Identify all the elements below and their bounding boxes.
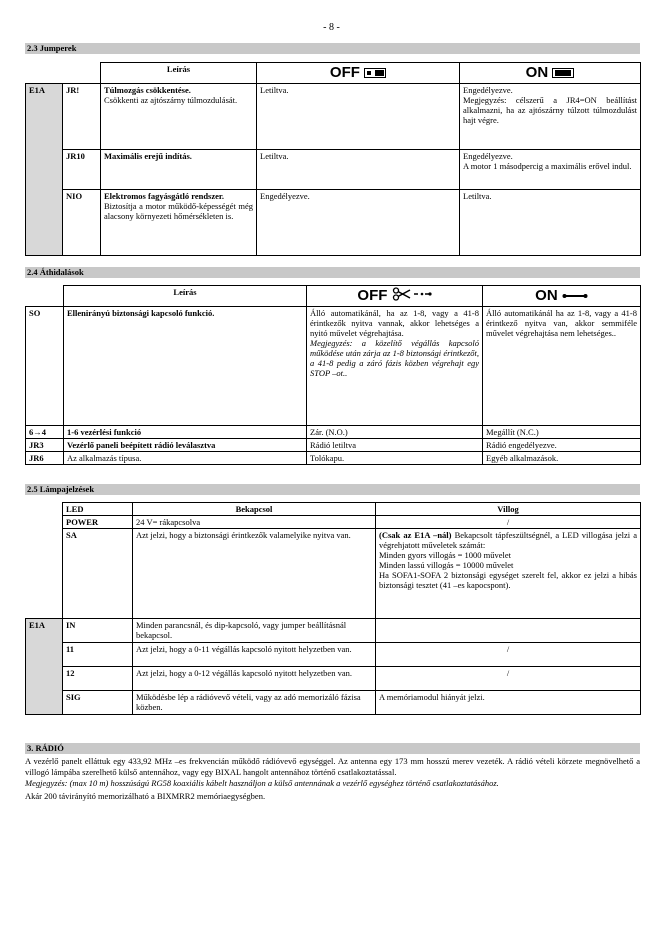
lamps-col-led: LED: [63, 503, 133, 516]
bridge-on-value: Megállít (N.C.): [483, 426, 641, 439]
section-heading-radio: 3. RÁDIÓ: [25, 743, 640, 754]
jumper-off-value: Letiltva.: [257, 149, 460, 189]
jumper-code: JR!: [63, 83, 101, 149]
lamp-row: [26, 691, 641, 715]
lamp-on: Azt jelzi, hogy a 0-12 végállás kapcsoló nyitott helyzetben van.: [133, 667, 376, 691]
off-label: OFF: [357, 287, 388, 304]
jumper-code: JR10: [63, 149, 101, 189]
lamp-row: [26, 529, 641, 619]
bridge-off-value: Álló automatikánál, ha az 1-8, vagy a 41-8 érintkezők nyitva vannak, akkor lehetséges a nyitó művelet végrehajtása.: [310, 308, 479, 339]
bridge-desc: Az alkalmazás típusa.: [64, 452, 307, 465]
lamp-row: [26, 516, 641, 529]
bridges-table: [25, 285, 641, 465]
jumpers-col-on: [460, 63, 641, 84]
jumper-on-value: Engedélyezve.: [463, 84, 513, 95]
lamp-blink-line: Minden lassú villogás = 10000 művelet: [379, 560, 514, 570]
jumper-off-value: Letiltva.: [257, 83, 460, 149]
bridge-row: [26, 439, 641, 452]
jumper-on-note: A motor 1 másodpercig a maximális erővel indul.: [463, 160, 632, 171]
lamp-led: 11: [63, 643, 133, 667]
bridge-code: JR6: [26, 452, 64, 465]
bridge-row: [26, 452, 641, 465]
on-label: ON: [535, 287, 558, 304]
jumper-group-label: E1A: [26, 83, 63, 255]
section-heading-lamps: 2.5 Lámpajelzések: [25, 484, 640, 495]
lamp-led: POWER: [63, 516, 133, 529]
lamp-led: IN: [63, 619, 133, 643]
bridges-col-on: [483, 286, 641, 307]
jumpers-col-off: [257, 63, 460, 84]
bridges-col-off: [307, 286, 483, 307]
lamp-blink-line: Ha SOFA1-SOFA 2 biztonsági egységet szerelt fel, akkor ez jelzi a hibás biztonsági tesztet (41 –es kapocspont).: [379, 570, 637, 590]
bridge-desc: Vezérlő paneli beépített rádió leválasztva: [64, 439, 307, 452]
bridge-row: [26, 307, 641, 426]
lamp-led: 12: [63, 667, 133, 691]
lamp-led: SIG: [63, 691, 133, 715]
jumper-code: NIO: [63, 189, 101, 255]
bridge-on-value: Álló automatikánál ha az 1-8, vagy a 41-8 érintkező nyitva van, akkor semmiféle művelet végrehajtása nem lehetséges..: [483, 307, 641, 426]
jumpers-col-description: Leírás: [101, 63, 257, 84]
bridge-code: 6→4: [26, 426, 64, 439]
bridge-on-value: Egyéb alkalmazások.: [483, 452, 641, 465]
lamp-blink: /: [376, 516, 641, 529]
bridges-col-description: Leírás: [64, 286, 307, 307]
jumper-desc-bold: Maximális erejű indítás.: [104, 150, 192, 161]
lamp-on: 24 V= rákapcsolva: [133, 516, 376, 529]
jumper-off-value: Engedélyezve.: [257, 189, 460, 255]
radio-paragraph: Akár 200 távirányító memorizálható a BIXMRR2 memóriaegységben.: [25, 791, 266, 801]
lamp-row: [26, 643, 641, 667]
jumper-desc-bold: Elektromos fagyásgátló rendszer.: [104, 190, 225, 201]
jumper-desc: Csökkenti az ajtószárny túlmozdulását.: [104, 94, 238, 105]
bridge-on-value: Rádió engedélyezve.: [483, 439, 641, 452]
lamp-on: Minden parancsnál, és dip-kapcsoló, vagy jumper beállításnál bekapcsol.: [133, 619, 376, 643]
off-label: OFF: [329, 64, 360, 81]
jumper-desc-bold: Túlmozgás csökkentése.: [104, 84, 191, 95]
bridge-code: JR3: [26, 439, 64, 452]
lamps-col-on: Bekapcsol: [133, 503, 376, 516]
lamp-group-label: E1A: [26, 619, 63, 715]
lamps-table: [25, 502, 641, 715]
radio-section: [25, 756, 640, 802]
lamp-on: Működésbe lép a rádióvevő vételi, vagy az adó memorizáló fázisa közben.: [133, 691, 376, 715]
wire-bridge-icon: [562, 288, 588, 305]
lamp-blink-line: Minden gyors villogás = 1000 művelet: [379, 550, 512, 560]
section-heading-jumpers: 2.3 Jumperek: [25, 43, 640, 54]
lamp-blink: [376, 529, 641, 619]
bridge-off-value: Tolókapu.: [307, 452, 483, 465]
jumpers-table: [25, 62, 641, 256]
lamp-row: [26, 619, 641, 643]
radio-note: Megjegyzés: (max 10 m) hosszúságú RG58 koaxiális kábelt használjon a külső antennának a vezérlő egységhez történő csatlakoztatásához.: [25, 778, 499, 788]
jumper-off-icon: [364, 65, 386, 82]
bridge-off-value: Zár. (N.O.): [307, 426, 483, 439]
jumper-on-icon: [552, 65, 574, 82]
section-heading-bridges: 2.4 Áthidalások: [25, 267, 640, 278]
on-label: ON: [525, 64, 549, 81]
lamp-led: SA: [63, 529, 133, 619]
lamp-row: [26, 667, 641, 691]
lamp-blink: [376, 619, 641, 643]
lamp-blink: A memóriamodul hiányát jelzi.: [376, 691, 641, 715]
scissors-cut-icon: [392, 287, 432, 305]
jumper-on-note: Megjegyzés: célszerű a JR4=ON beállítást alkalmazni, ha az ajtószárny túlzott túlmozdulást hajt végre.: [463, 94, 637, 125]
jumper-row: [26, 149, 641, 189]
lamp-blink: /: [376, 643, 641, 667]
bridge-code: SO: [26, 307, 64, 426]
bridge-desc: 1-6 vezérlési funkció: [64, 426, 307, 439]
lamp-blink-text: Bekapcsolt tápfeszültségnél, a LED villogása jelzi a végrehjatott műveletek számát:: [379, 530, 637, 550]
lamp-blink-bold: (Csak az E1A –nál): [379, 530, 452, 540]
lamp-on: Azt jelzi, hogy a biztonsági érintkezők valamelyike nyitva van.: [133, 529, 376, 619]
lamps-col-blink: Villog: [376, 503, 641, 516]
lamp-blink: /: [376, 667, 641, 691]
jumper-on-value: Letiltva.: [460, 189, 641, 255]
jumper-row: [26, 189, 641, 255]
bridge-desc: Ellenirányú biztonsági kapcsoló funkció.: [64, 307, 307, 426]
lamp-on: Azt jelzi, hogy a 0-11 végállás kapcsoló nyitott helyzetben van.: [133, 643, 376, 667]
page-number: - 8 -: [323, 22, 340, 33]
bridge-off-value: Rádió letiltva: [307, 439, 483, 452]
bridge-row: [26, 426, 641, 439]
jumper-desc: Biztosítja a motor működő-képességét még alacsony környezeti hőmérsékleten is.: [104, 200, 253, 221]
radio-paragraph: A vezérlő panelt elláttuk egy 433,92 MHz –es frekvencián működő rádióvevő egységgel. Az antenna egy 173 mm hosszú merev vezeték. A rádió vételi körzete megnövelhető a villogó lámpába szerelhető külső antennához, vagy egy BIXAL hangolt antennához történő csatlakoztatással.: [25, 756, 640, 777]
jumper-on-value: Engedélyezve.: [463, 150, 513, 161]
jumper-row: [26, 83, 641, 149]
bridge-off-note: Megjegyzés: a közelítő végállás kapcsoló működése után zárja az 1-8 biztonsági érintkezőt, a 41-8 pedig a záró fázis közben végrehajt egy STOP –ot..: [310, 338, 479, 379]
